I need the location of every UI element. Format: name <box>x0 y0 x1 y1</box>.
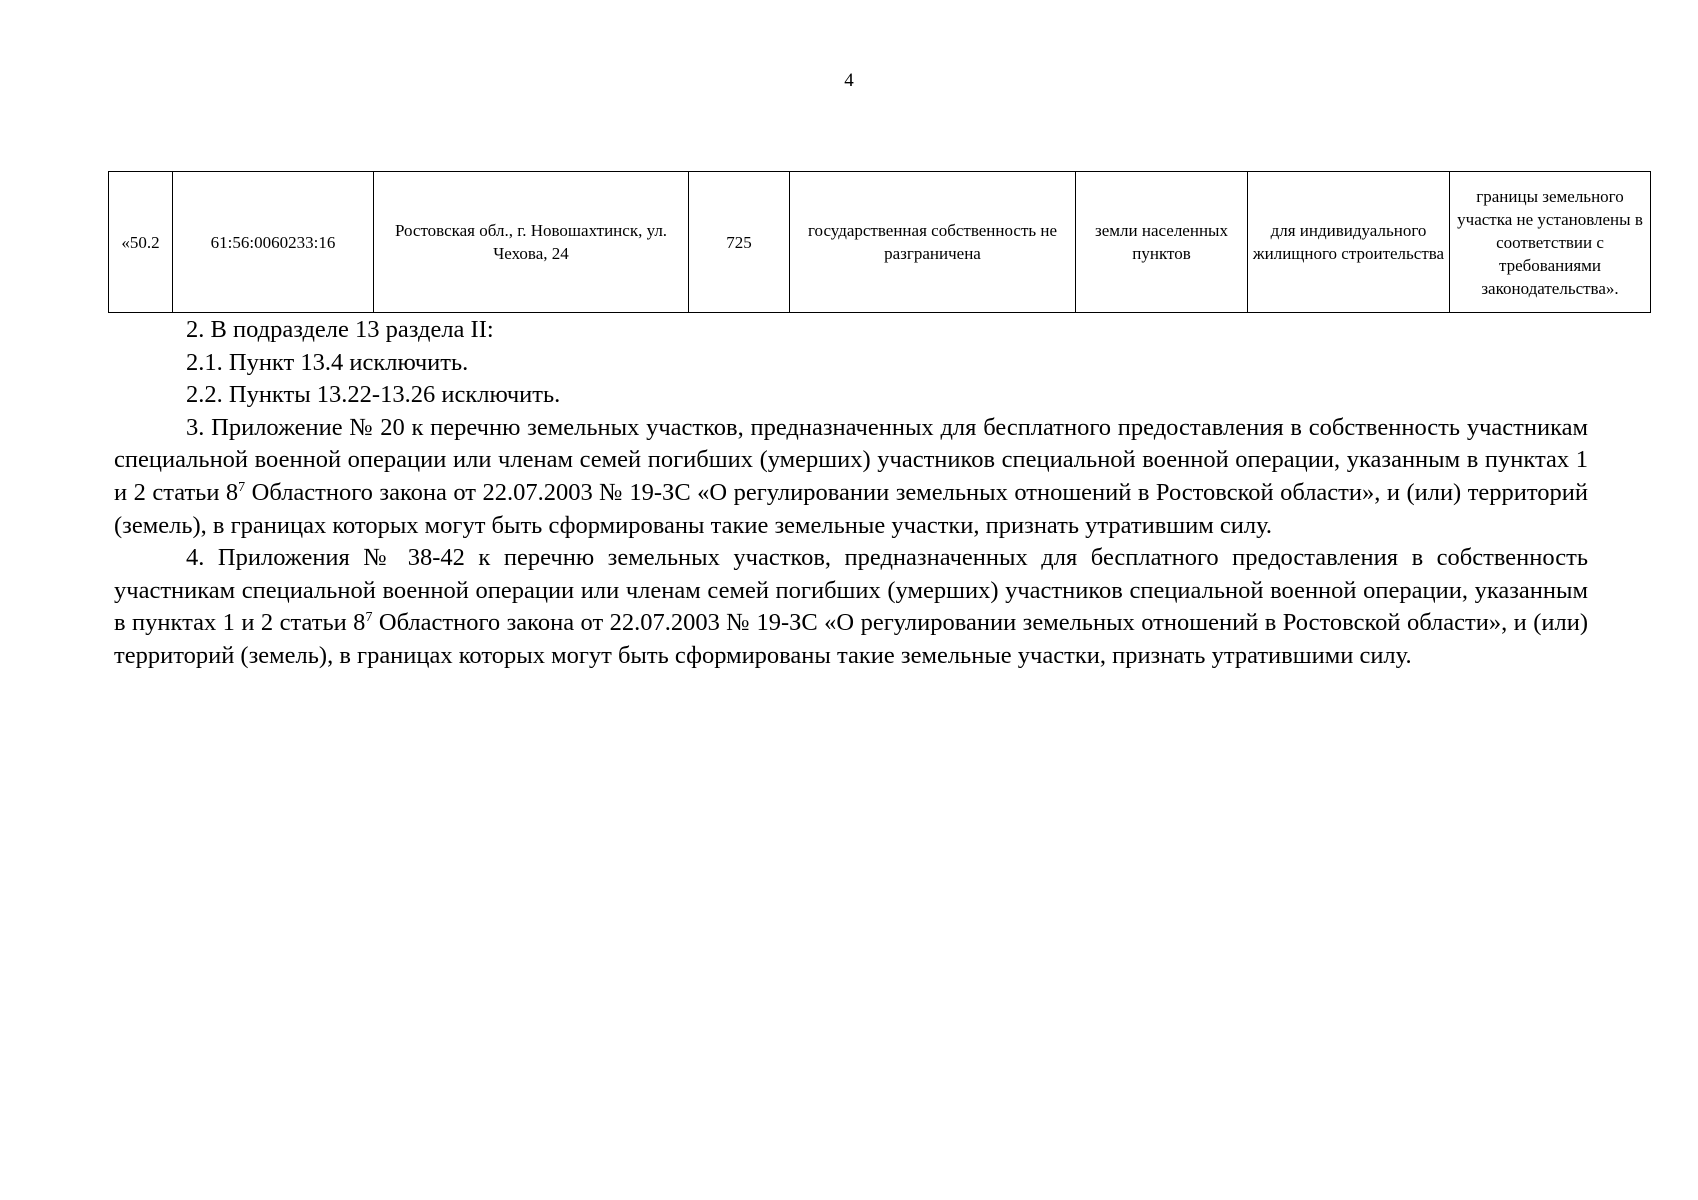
paragraph-4 <box>114 542 1588 672</box>
paragraph-2: 2. В подразделе 13 раздела II: <box>186 316 494 343</box>
ownership-cell: государственная собственность не разграничена <box>790 172 1076 313</box>
document-body <box>114 314 1588 673</box>
paragraph-2-2: 2.2. Пункты 13.22-13.26 исключить. <box>186 381 561 409</box>
row-number-cell: «50.2 <box>109 172 173 313</box>
paragraph-3-text: 3. Приложение № 20 к перечню земельных участков, предназначенных для бесплатного предоставления в собственность участникам специальной военной операции или членам семей погибших (умерших) участников специальной военной операции, указанным в пунктах 1 и 2 статьи 8 <box>114 413 1588 506</box>
page-number: 4 <box>844 70 854 91</box>
land-category-cell: земли населенных пунктов <box>1076 172 1248 313</box>
cadastral-number-cell: 61:56:0060233:16 <box>173 172 374 313</box>
paragraph-4-text-cont: Областного закона от 22.07.2003 № 19-ЗС «О регулировании земельных отношений в Ростовской области», и (или) территорий (земель), в границах которых могут быть сформированы такие земельные участки, признать утратившими силу. <box>114 609 1588 669</box>
paragraph-3-text-cont: Областного закона от 22.07.2003 № 19-ЗС «О регулировании земельных отношений в Ростовской области», и (или) территорий (земель), в границах которых могут быть сформированы такие земельные участки, признать утратившим силу. <box>114 478 1588 539</box>
note-cell: границы земельного участка не установлены в соответствии с требованиями законодательства». <box>1450 172 1651 313</box>
article-superscript: 7 <box>365 610 373 626</box>
article-superscript: 7 <box>238 479 246 495</box>
area-cell: 725 <box>689 172 790 313</box>
paragraph-3 <box>114 412 1588 542</box>
land-parcel-table <box>108 171 1651 313</box>
address-cell: Ростовская обл., г. Новошахтинск, ул. Чехова, 24 <box>374 172 689 313</box>
paragraph-2-1: 2.1. Пункт 13.4 исключить. <box>186 348 469 376</box>
table-row <box>109 172 1651 313</box>
permitted-use-cell: для индивидуального жилищного строительства <box>1248 172 1450 313</box>
paragraph-4-text: 4. Приложения № 38-42 к перечню земельных участков, предназначенных для бесплатного предоставления в собственность участникам специальной военной операции или членам семей погибших (умерших) участников специальной военной операции, указанным в пунктах 1 и 2 статьи 8 <box>114 544 1588 637</box>
